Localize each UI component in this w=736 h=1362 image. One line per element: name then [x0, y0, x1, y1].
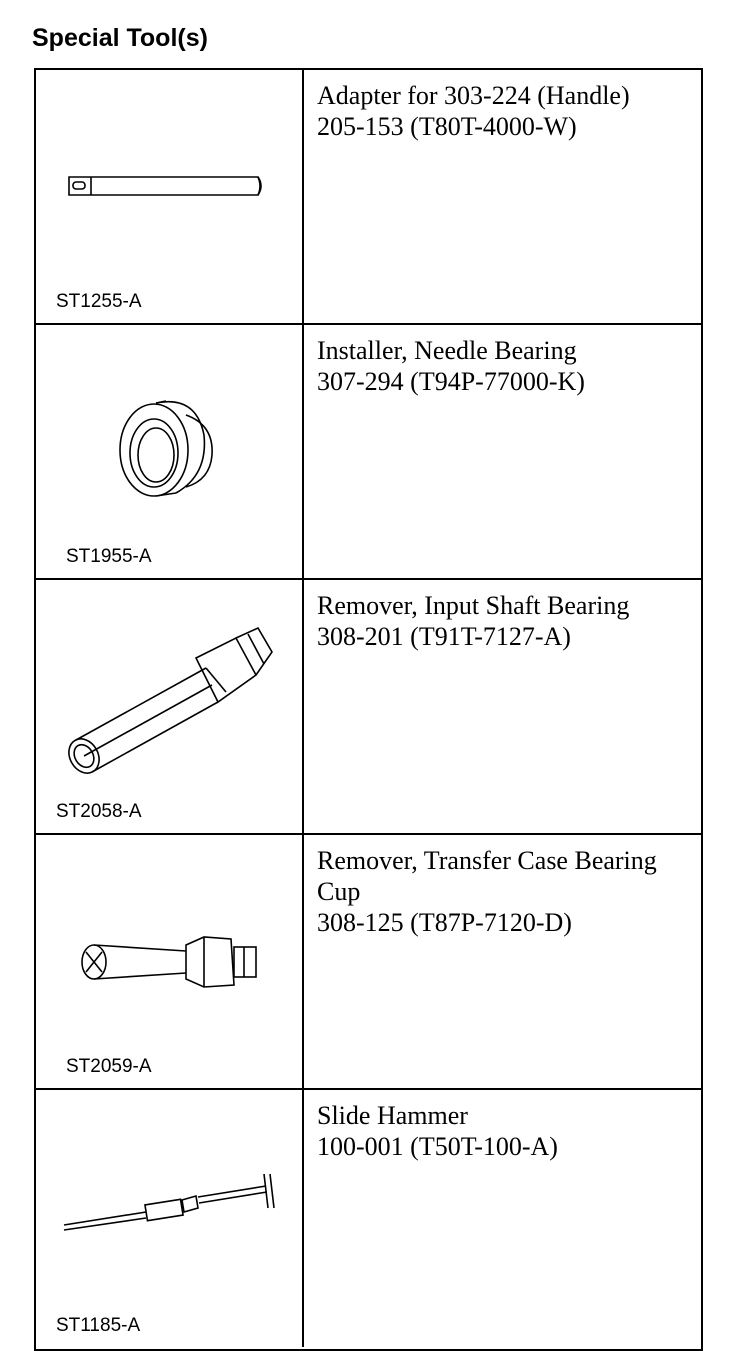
tool-part-number: 308-125 (T87P-7120-D) [317, 908, 572, 937]
bearing-cup-remover-icon [36, 835, 302, 1088]
tool-name: Slide Hammer [317, 1101, 468, 1130]
tool-code: ST1255-A [56, 291, 142, 312]
special-tools-table [34, 68, 703, 1351]
tool-illustration-cell [36, 70, 304, 323]
table-row [36, 70, 701, 325]
tool-description [317, 845, 697, 938]
needle-bearing-installer-icon [36, 325, 302, 578]
tool-part-number: 100-001 (T50T-100-A) [317, 1132, 558, 1161]
tool-description [317, 1100, 697, 1162]
tool-part-number: 307-294 (T94P-77000-K) [317, 367, 585, 396]
tool-part-number: 308-201 (T91T-7127-A) [317, 622, 571, 651]
tool-illustration-cell [36, 325, 304, 578]
page-title: Special Tool(s) [32, 24, 208, 52]
tool-name: Remover, Transfer Case Bearing Cup [317, 846, 657, 906]
tool-code: ST1955-A [66, 546, 152, 567]
tool-code: ST2059-A [66, 1056, 152, 1077]
input-shaft-bearing-remover-icon [36, 580, 302, 833]
tool-code: ST2058-A [56, 801, 142, 822]
tool-part-number: 205-153 (T80T-4000-W) [317, 112, 577, 141]
table-row [36, 835, 701, 1090]
tool-illustration-cell [36, 1090, 304, 1347]
tool-name: Remover, Input Shaft Bearing [317, 591, 630, 620]
table-row [36, 325, 701, 580]
tool-name: Installer, Needle Bearing [317, 336, 577, 365]
tool-description [317, 335, 697, 397]
adapter-shaft-icon [36, 70, 302, 323]
tool-description [317, 590, 697, 652]
tool-code: ST1185-A [56, 1315, 141, 1336]
table-row [36, 580, 701, 835]
slide-hammer-icon [36, 1090, 302, 1345]
tool-illustration-cell [36, 580, 304, 833]
tool-description [317, 80, 697, 142]
tool-illustration-cell [36, 835, 304, 1088]
tool-name: Adapter for 303-224 (Handle) [317, 81, 630, 110]
table-row [36, 1090, 701, 1347]
